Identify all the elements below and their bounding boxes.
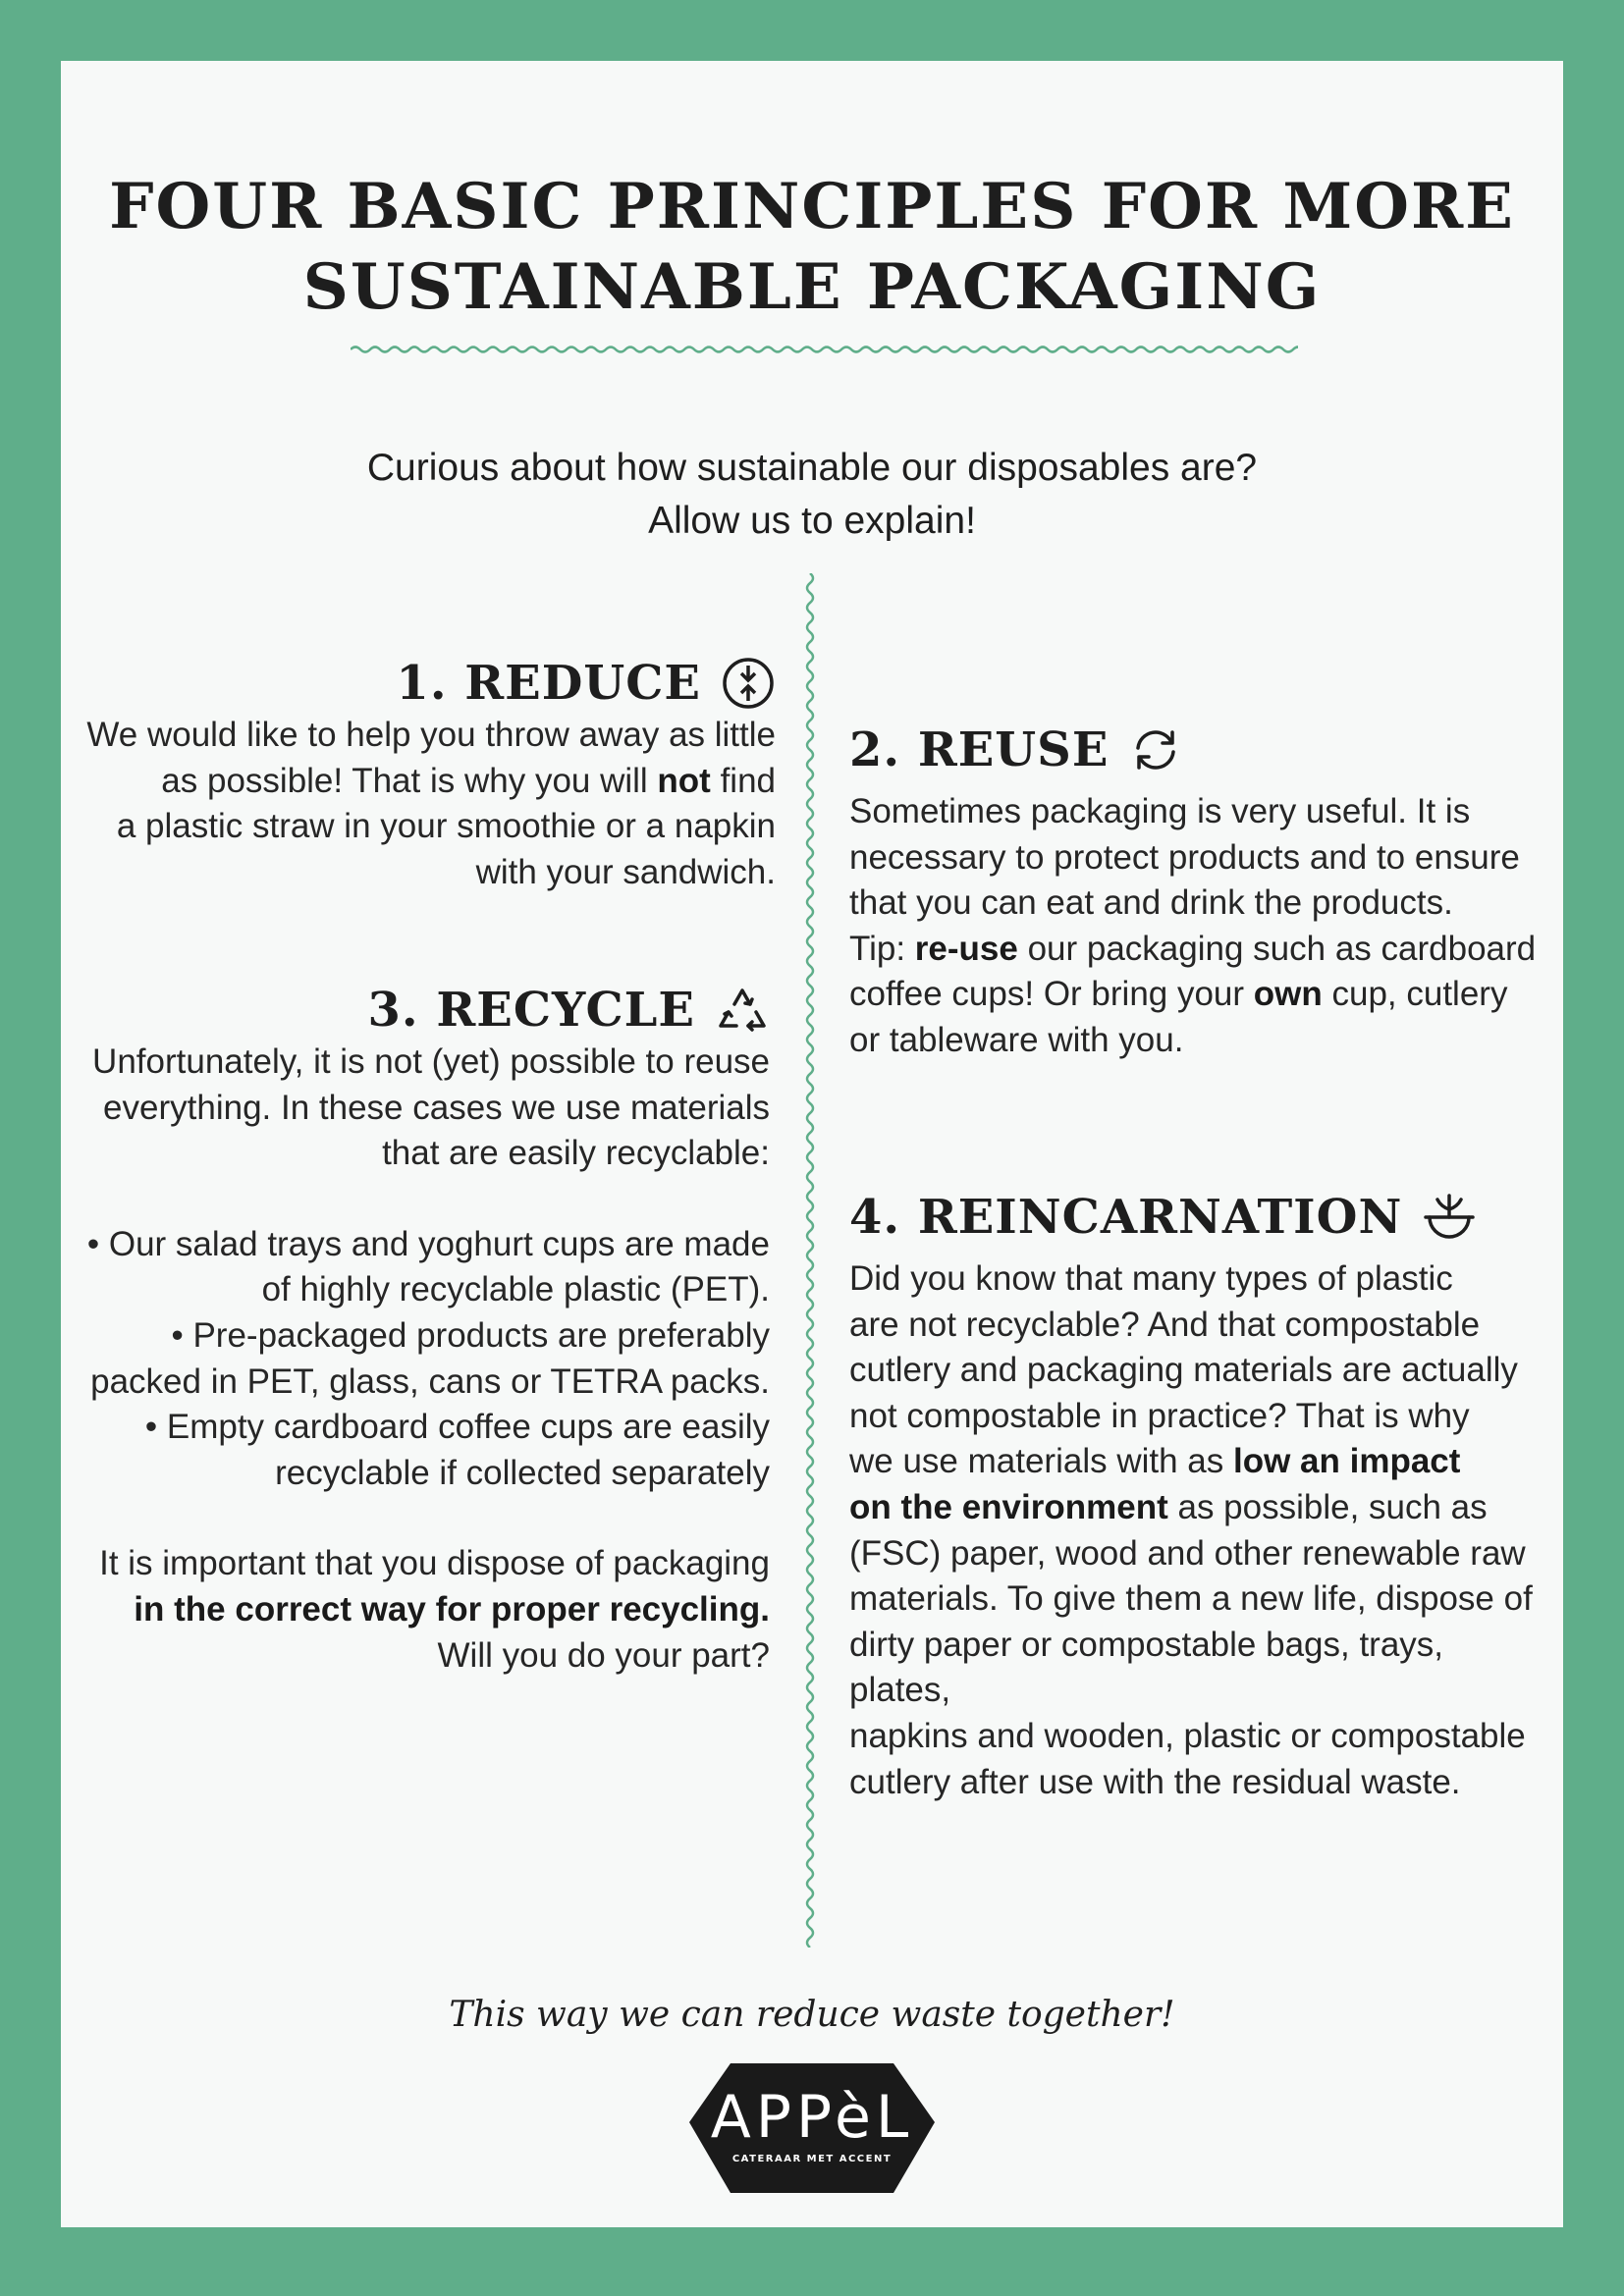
reuse-text: Tip: bbox=[849, 929, 915, 968]
recycle-closing-line bbox=[80, 1587, 770, 1633]
reduce-heading-text: 1. REDUCE bbox=[396, 656, 701, 711]
page-title bbox=[61, 167, 1563, 328]
reduce-circle-arrows-icon bbox=[721, 656, 776, 711]
reuse-line: or tableware with you. bbox=[849, 1020, 1184, 1059]
reuse-line: Sometimes packaging is very useful. It is bbox=[849, 792, 1471, 830]
reuse-heading-text: 2. REUSE bbox=[849, 722, 1110, 777]
recycle-line: that are easily recyclable: bbox=[382, 1134, 770, 1173]
spacer bbox=[80, 1496, 770, 1541]
reincarnation-line: cutlery after use with the residual waste. bbox=[849, 1762, 1461, 1801]
reincarnation-line: Did you know that many types of plastic bbox=[849, 1259, 1453, 1298]
reincarnation-bold-text: on the environment bbox=[849, 1487, 1168, 1526]
reincarnation-body bbox=[849, 1256, 1537, 1805]
reuse-body bbox=[849, 789, 1537, 1064]
reuse-bold-text: re-use bbox=[914, 929, 1018, 968]
reuse-text: coffee cups! Or bring your bbox=[849, 975, 1254, 1014]
section-reuse bbox=[849, 721, 1537, 1064]
reincarnation-bold-text: low an impact bbox=[1232, 1442, 1461, 1481]
recycle-line: Unfortunately, it is not (yet) possible to reuse bbox=[92, 1042, 770, 1081]
recycle-bullet-line: of highly recyclable plastic (PET). bbox=[261, 1270, 770, 1309]
reuse-bold-text: own bbox=[1253, 975, 1323, 1014]
reuse-line bbox=[849, 927, 1537, 973]
reuse-cycle-arrows-icon bbox=[1128, 722, 1183, 777]
sprout-bowl-icon bbox=[1422, 1190, 1477, 1245]
section-reincarnation bbox=[849, 1188, 1537, 1805]
title-line-2: SUSTAINABLE PACKAGING bbox=[302, 250, 1322, 324]
section-recycle bbox=[80, 981, 770, 1679]
reuse-line: necessary to protect products and to ensure bbox=[849, 837, 1520, 877]
recycle-bullet-line: • Pre-packaged products are preferably bbox=[171, 1315, 770, 1355]
title-line-1: FOUR BASIC PRINCIPLES FOR MORE bbox=[109, 170, 1515, 243]
poster-page bbox=[61, 61, 1563, 2227]
title-wave-divider bbox=[351, 342, 1298, 357]
column-wave-divider bbox=[799, 573, 821, 1948]
reincarnation-line: materials. To give them a new life, dispose of bbox=[849, 1579, 1533, 1619]
reduce-heading bbox=[85, 654, 776, 713]
reincarnation-line: dirty paper or compostable bags, trays, plates, bbox=[849, 1625, 1444, 1710]
reduce-line: a plastic straw in your smoothie or a napkin bbox=[116, 807, 776, 846]
recycle-bold-text: in the correct way for proper recycling. bbox=[134, 1589, 770, 1629]
reduce-line bbox=[85, 759, 776, 805]
reuse-text: our packaging such as cardboard bbox=[1017, 929, 1537, 968]
subtitle-line-2: Allow us to explain! bbox=[648, 500, 976, 542]
reuse-line: that you can eat and drink the products. bbox=[849, 883, 1453, 923]
reincarnation-text: as possible, such as bbox=[1167, 1487, 1488, 1526]
reduce-line: with your sandwich. bbox=[475, 852, 776, 891]
reincarnation-heading bbox=[849, 1188, 1537, 1247]
reincarnation-line: cutlery and packaging materials are actually bbox=[849, 1351, 1518, 1390]
reduce-text: find bbox=[710, 761, 776, 800]
tagline: This way we can reduce waste together! bbox=[449, 1995, 1175, 2035]
recycle-bullet-line: • Empty cardboard coffee cups are easily bbox=[144, 1408, 770, 1447]
reincarnation-heading-text: 4. REINCARNATION bbox=[849, 1190, 1403, 1245]
reduce-bold-text: not bbox=[657, 761, 711, 800]
reincarnation-line: napkins and wooden, plastic or compostable bbox=[849, 1716, 1526, 1755]
spacer bbox=[80, 1177, 770, 1222]
recycle-line: everything. In these cases we use materials bbox=[103, 1088, 770, 1127]
recycle-bullet-line: • Our salad trays and yoghurt cups are made bbox=[86, 1224, 770, 1263]
recycle-heading-text: 3. RECYCLE bbox=[367, 983, 695, 1038]
reduce-text: as possible! That is why you will bbox=[161, 761, 658, 800]
logo-subtitle: CATERAAR MET ACCENT bbox=[731, 2154, 893, 2164]
recycle-bullet-line: recyclable if collected separately bbox=[275, 1453, 770, 1492]
recycle-icon bbox=[715, 983, 770, 1038]
reduce-line: We would like to help you throw away as little bbox=[86, 716, 776, 754]
company-logo bbox=[689, 2063, 935, 2193]
recycle-closing-line: It is important that you dispose of packaging bbox=[99, 1544, 770, 1583]
recycle-closing-line: Will you do your part? bbox=[437, 1635, 770, 1675]
reuse-line bbox=[849, 972, 1537, 1018]
section-reduce bbox=[85, 654, 776, 895]
logo-name: APPèL bbox=[710, 2083, 914, 2152]
recycle-bullet-line: packed in PET, glass, cans or TETRA packs. bbox=[90, 1362, 770, 1401]
recycle-body bbox=[80, 1040, 770, 1679]
reduce-body bbox=[85, 713, 776, 895]
reuse-heading bbox=[849, 721, 1537, 779]
recycle-heading bbox=[80, 981, 770, 1040]
reuse-text: cup, cutlery bbox=[1322, 975, 1508, 1014]
reincarnation-line: are not recyclable? And that compostable bbox=[849, 1305, 1481, 1344]
reincarnation-line: (FSC) paper, wood and other renewable raw bbox=[849, 1533, 1526, 1573]
reincarnation-line bbox=[849, 1485, 1537, 1531]
reincarnation-text: we use materials with as bbox=[849, 1442, 1233, 1481]
reincarnation-line: not compostable in practice? That is why bbox=[849, 1396, 1470, 1435]
reincarnation-line bbox=[849, 1439, 1537, 1485]
subtitle bbox=[61, 442, 1563, 548]
subtitle-line-1: Curious about how sustainable our disposables are? bbox=[366, 447, 1258, 489]
